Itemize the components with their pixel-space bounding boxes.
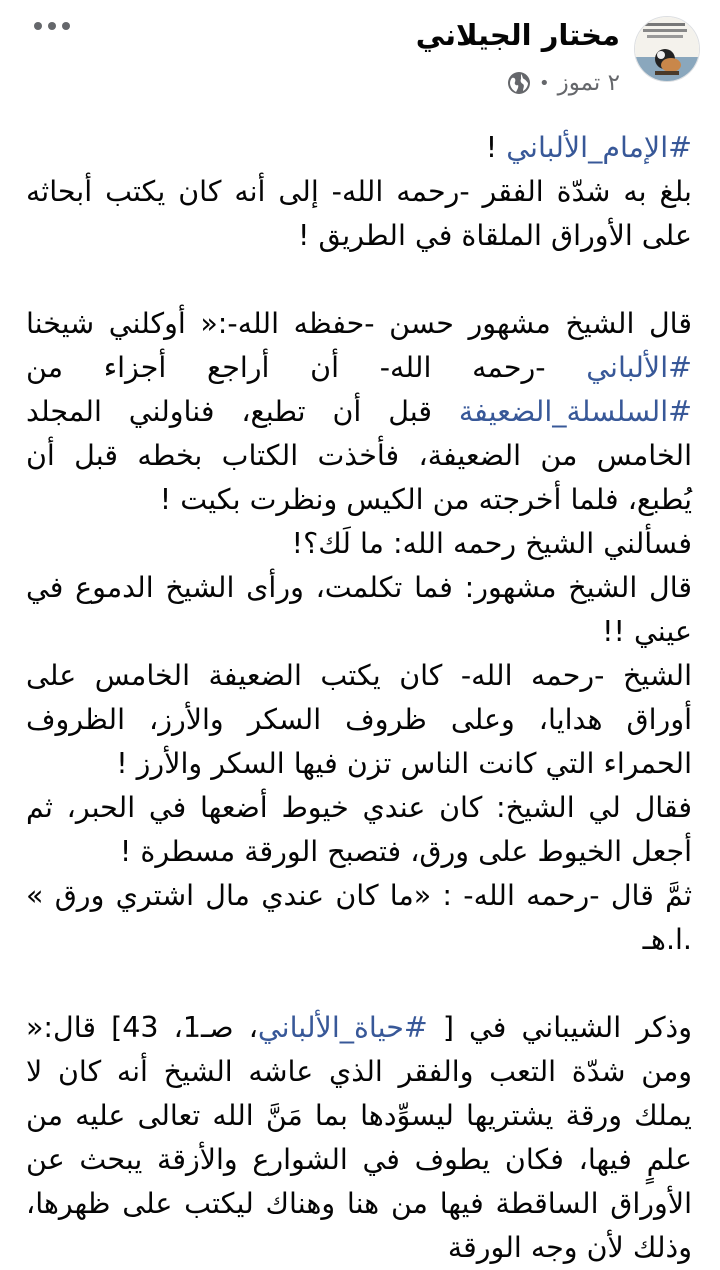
post-text: ! <box>485 131 507 164</box>
post-header <box>0 0 720 120</box>
post-paragraph <box>26 126 692 170</box>
author-avatar[interactable] <box>634 16 700 82</box>
post-date[interactable]: ٢ تموز <box>557 70 620 96</box>
meta-separator: • <box>539 72 550 94</box>
post-body <box>26 126 692 1270</box>
post-paragraph: فسألني الشيخ رحمه الله: ما لَك؟! <box>291 527 692 560</box>
post-paragraph: بلغ به شدّة الفقر -رحمه الله- إلى أنه كان يكتب أبحاثه على الأوراق الملقاة في الطريق ! <box>26 175 692 252</box>
post-paragraph <box>26 302 692 522</box>
post-paragraph: الشيخ -رحمه الله- كان يكتب الضعيفة الخامس على أوراق هدايا، وعلى ظروف السكر والأرز، الظروف الحمراء التي كانت الناس تزن فيها السكر والأرز ! <box>26 659 692 780</box>
hashtag-link[interactable]: #الألباني <box>586 351 692 384</box>
post-meta <box>507 70 620 96</box>
author-name[interactable]: مختار الجيلاني <box>415 18 620 52</box>
more-dot <box>62 22 70 30</box>
post-text: قال الشيخ مشهور حسن -حفظه الله-:« أوكلني شيخنا <box>26 307 692 340</box>
paragraph-gap <box>26 962 692 1006</box>
post-text: -رحمه الله- أن أراجع أجزاء من <box>26 351 587 384</box>
avatar-image <box>635 17 699 81</box>
post-text: وذكر الشيباني في [ <box>427 1011 693 1044</box>
hashtag-link[interactable]: #حياة_الألباني <box>257 1011 428 1044</box>
globe-icon[interactable] <box>507 71 531 95</box>
paragraph-gap <box>26 258 692 302</box>
hashtag-link[interactable]: #الإمام_الألباني <box>506 131 692 164</box>
more-dot <box>48 22 56 30</box>
more-options-icon[interactable] <box>34 22 70 30</box>
more-dot <box>34 22 42 30</box>
post-paragraph: ثمَّ قال -رحمه الله- : «ما كان عندي مال اشتري ورق » .ا.هـ <box>26 879 692 956</box>
post-paragraph: قال الشيخ مشهور: فما تكلمت، ورأى الشيخ الدموع في عيني !! <box>26 571 692 648</box>
post-paragraph: فقال لي الشيخ: كان عندي خيوط أضعها في الحبر، ثم أجعل الخيوط على ورق، فتصبح الورقة مسطرة ! <box>26 791 692 868</box>
post-text: قبل أن تطبع، فناولني المجلد الخامس من الضعيفة، فأخذت الكتاب بخطه قبل أن يُطبع، فلما أخرجته من الكيس ونظرت بكيت ! <box>26 395 692 516</box>
post-text: ، صـ1، 43] قال:« ومن شدّة التعب والفقر الذي عاشه الشيخ أنه كان لا يملك ورقة يشتريها ليسوِّدها بما مَنَّ الله تعالى عليه من علمٍ فيها، فكان يطوف في الشوارع والأزقة يبحث عن الأوراق الساقطة فيها من هنا وهناك ليكتب على ظهرها، وذلك لأن وجه الورقة <box>26 1011 692 1264</box>
post-paragraph <box>26 1006 692 1270</box>
hashtag-link[interactable]: #السلسلة_الضعيفة <box>458 395 692 428</box>
